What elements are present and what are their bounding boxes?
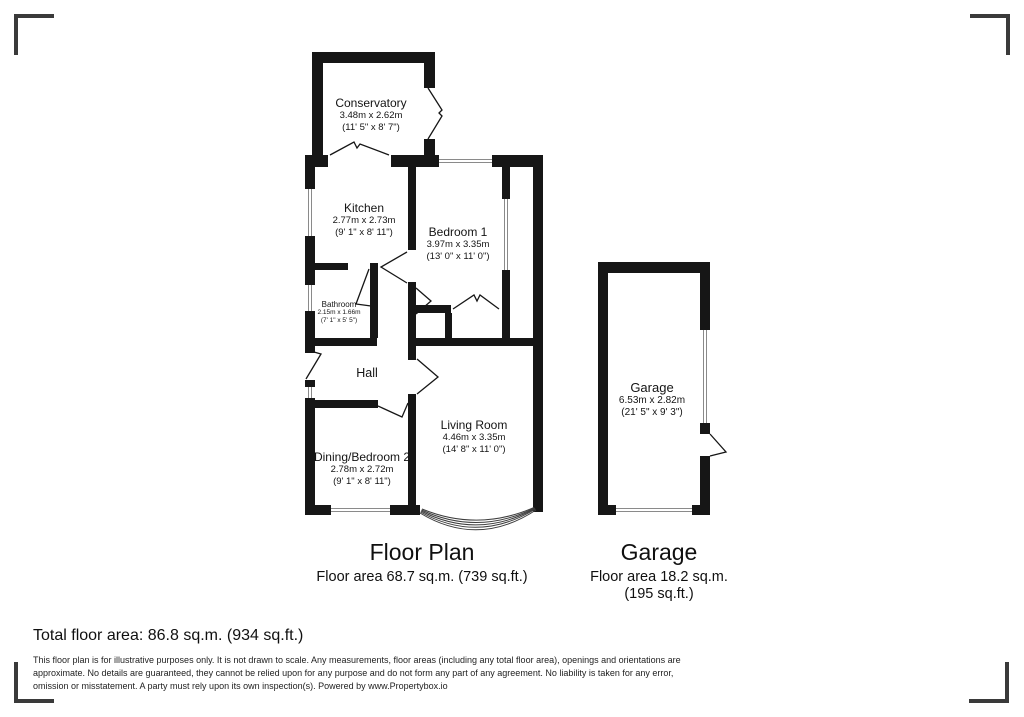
total-floor-area: Total floor area: 86.8 sq.m. (934 sq.ft.) [33,627,304,644]
floor-plan-area: Floor area 68.7 sq.m. (739 sq.ft.) [316,569,528,585]
window-garage-bottom-icon [614,505,694,515]
disclaimer-line-2: approximate. No details are guaranteed, they cannot be relied upon for any purpose and do not form any part of any agreement. No liability is taken for any error, [33,668,674,678]
room-name: Living Room [440,418,508,432]
room-name: Conservatory [335,96,407,110]
room-dim-imperial: (21' 5" x 9' 3") [621,407,683,418]
door-conservatory-kitchen-icon [330,142,389,155]
room-label-bedroom1 [426,225,489,263]
room-name: Bedroom 1 [428,225,488,239]
window-bedroom1-side-icon [502,197,510,272]
garage-caption [590,540,728,603]
door-kitchen-icon [381,252,407,283]
door-dining-icon [378,403,408,417]
window-hall-icon [305,385,315,400]
room-dim-imperial: (7' 1" x 5' 5") [320,317,358,324]
room-label-kitchen [333,201,396,239]
room-dim-metric: 3.97m x 3.35m [426,239,490,250]
room-dim-imperial: (11' 5" x 8' 7") [342,122,400,133]
window-garage-side-icon [700,328,710,425]
room-label-garage [619,380,685,419]
garage-area-line1: Floor area 18.2 sq.m. [590,569,728,585]
door-bedroom1-double-icon [453,295,499,309]
disclaimer-text [33,654,681,693]
floor-plan-caption [316,540,527,586]
garage-area-line2: (195 sq.ft.) [624,586,694,602]
room-dim-imperial: (9' 1" x 8' 11") [335,227,393,238]
room-name: Garage [630,380,674,395]
door-conservatory-exterior-icon [428,88,442,139]
window-bedroom1-top-icon [437,155,494,167]
room-label-bathroom [318,300,361,325]
room-name: Kitchen [343,201,385,215]
window-dining-icon [329,505,392,515]
room-dim-imperial: (13' 0" x 11' 0") [426,251,490,262]
room-label-hall [356,366,378,380]
room-dim-imperial: (9' 1" x 8' 11") [333,476,391,487]
room-label-dining-bedroom2 [314,450,410,488]
room-dim-metric: 2.77m x 2.73m [332,215,396,226]
door-living-room-icon [417,359,438,394]
window-kitchen-icon [305,187,315,238]
disclaimer-line-1: This floor plan is for illustrative purposes only. It is not drawn to scale. Any measurements, floor areas (including any total floor area), openings and orientations are [33,655,681,665]
room-label-conservatory [335,96,406,134]
room-label-living-room [441,418,508,456]
room-dim-metric: 4.46m x 3.35m [442,432,506,443]
window-bathroom-icon [305,283,315,313]
room-dim-metric: 2.78m x 2.72m [330,464,394,475]
disclaimer-line-3: omission or misstatement. A party must rely upon its own inspection(s). Powered by www.Propertybox.io [33,681,448,691]
bay-window-icon [420,508,536,530]
room-dim-imperial: (14' 8" x 11' 0") [442,444,506,455]
room-dim-metric: 6.53m x 2.82m [618,395,686,406]
floor-plan-title: Floor Plan [369,539,475,565]
room-dim-metric: 2.15m x 1.66m [317,309,361,316]
room-name: Hall [356,366,378,380]
garage-title: Garage [620,539,698,565]
door-front-icon [306,352,321,379]
door-garage-icon [710,434,726,456]
room-name: Dining/Bedroom 2 [313,450,411,464]
room-name: Bathroom [321,300,357,309]
room-dim-metric: 3.48m x 2.62m [339,110,403,121]
